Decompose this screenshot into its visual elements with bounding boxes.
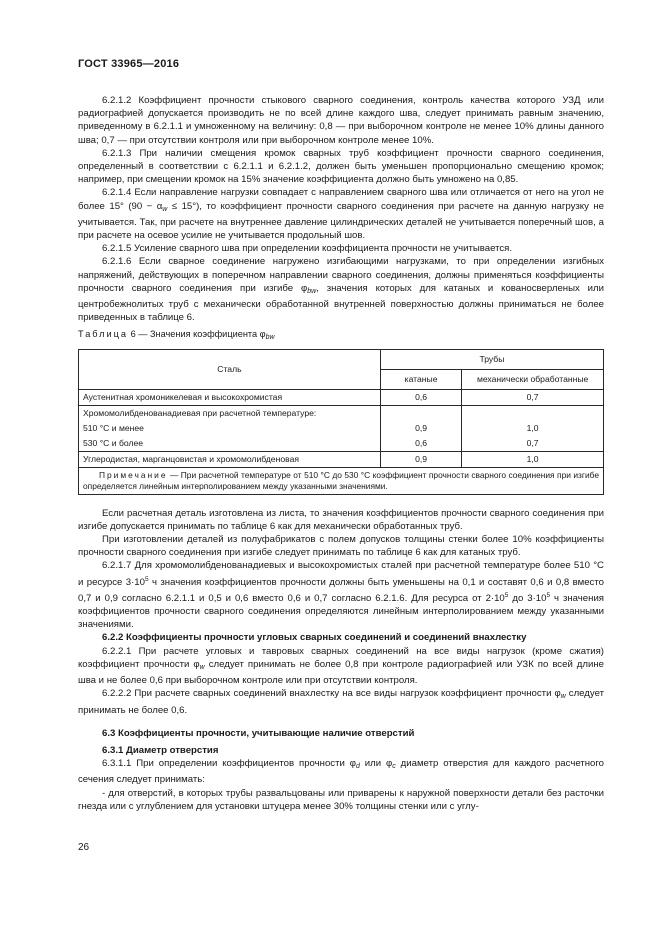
paragraph-sheet: Если расчетная деталь изготовлена из листа, то значения коэффициентов прочности сварного соединения при изгибе допускается принимать по таблице 6 как для механически обработанных труб. (78, 507, 604, 532)
heading-6-3-1: 6.3.1 Диаметр отверстия (102, 744, 219, 756)
table-note: Примечание — При расчетной температуре от 510 °С до 530 °С коэффициент прочности сварного соединения при изгибе определяется линейным интерполированием между указанными значениями. (79, 467, 604, 494)
paragraph-6-2-1-7: 6.2.1.7 Для хромомолибденованадиевых и высокохромистых сталей при расчетной температуре более 510 °С и ресурсе $3\cdot 10^5$ ч значения коэффициентов прочности должны быть уменьшены на 0,1 и составят 0,6 и 0,8 вместо 0,7 и 0,9 согласно 6.2.1.1 и 0,5 и 0,6 вместо 0,6 и 0,7 согласно 6.2.1.6. Для ресурса от $2\cdot 10^5$ до $3\cdot 10^5$ ч значения коэффициентов прочности сварного соединения определяются линейным интерполированием между указанными значениями. (78, 560, 604, 631)
page-content (78, 94, 604, 813)
paragraph-6-2-1-3: 6.2.1.3 При наличии смещения кромок сварных труб коэффициент прочности сварного соединения, определенный в соответствии с 6.2.1.1 и 6.2.1.2, должен быть уменьшен пропорционально смещению кромок; например, при смещении кромок на 15% значение коэффициента должно быть умножено на 0,85. (78, 147, 604, 186)
table-header-machined: механически обработанные (462, 369, 604, 389)
page-number: 26 (78, 842, 90, 853)
table-row: Аустенитная хромоникелевая и высокохромистая 0,6 0,7 (79, 389, 604, 405)
heading-6-2-2: 6.2.2 Коэффициенты прочности угловых сварных соединений и соединений внахлестку (102, 632, 527, 644)
paragraph-6-3-1-1: 6.3.1.1 При определении коэффициентов прочности $\varphi_d$ или $\varphi_c$ диаметр отверстия для каждого расчетного сечения следует принимать: (78, 758, 604, 786)
paragraph-6-2-1-4: 6.2.1.4 Если направление нагрузки совпадает с направлением сварного шва или отличается от него на угол не более 15° $(90 - \alpha_w \le 15^\circ)$, то коэффициент прочности сварного соединения при расчете на данную нагрузку не учитывается. Так, при расчете на внутреннее давление цилиндрических деталей не учитывается поперечный шов, а при расчете на осевое усилие не учитывается продольный шов. (78, 187, 604, 242)
paragraph-holes: - для отверстий, в которых трубы развальцованы или приварены к наружной поверхности детали без расточки гнезда или с углублением для установки штуцера менее 30% толщины стенки или с углу- (78, 787, 604, 812)
paragraph-6-2-1-6: 6.2.1.6 Если сварное соединение нагружено изгибающими нагрузками, то при определении изгибных напряжений, действующих в поперечном направлении сварного соединения, должны применяться коэффициенты прочности сварного соединения при изгибе $\varphi_{bw}$, значения которых для катаных и кованосверленых или центробежнолитых труб с механически обработанной внутренней поверхностью должны приниматься не более приведенных в таблице 6. (78, 256, 604, 324)
table-header-rolled: катаные (380, 369, 461, 389)
paragraph-tolerance: При изготовлении деталей из полуфабрикатов с полем допусков толщины стенки более 10% коэффициенты прочности сварного соединения при изгибе следует принимать по таблице 6 как для катаных труб. (78, 534, 604, 559)
paragraph-6-2-2-2: 6.2.2.2 При расчете сварных соединений внахлестку на все виды нагрузок коэффициент прочности $\varphi_w$ следует принимать не более 0,6. (78, 688, 604, 716)
paragraph-6-2-1-5: 6.2.1.5 Усиление сварного шва при определении коэффициента прочности не учитывается. (102, 243, 513, 255)
paragraph-6-2-1-2: 6.2.1.2 Коэффициент прочности стыкового сварного соединения, контроль качества которого УЗД или радиографией допускается производить не по всей длине каждого шва, следует принимать равным значению, приведенному в 6.2.1.1 и умноженному на величину: 0,8 — при выборочном контроле не менее 10% длины данного шва; 0,7 — при отсутствии контроля или при выборочном контроле менее 10%. (78, 95, 604, 146)
paragraph-6-2-2-1: 6.2.2.1 При расчете угловых и тавровых сварных соединений на все виды нагрузок (кроме сжатия) коэффициент прочности $\varphi_w$ следует принимать не более 0,8 при контроле радиографией или УЗК по всей длине шва и не более 0,6 при выборочном контроле или при отсутствии контроля. (78, 645, 604, 687)
table-row: 510 °С и менее 0,9 1,0 (79, 421, 604, 436)
table-row: Углеродистая, марганцовистая и хромомолибденовая 0,9 1,0 (79, 451, 604, 467)
table-header-pipes: Трубы (380, 349, 603, 369)
table-header-steel: Сталь (79, 349, 381, 389)
table-row: Хромомолибденованадиевая при расчетной температуре: (79, 405, 604, 421)
table-6 (78, 349, 604, 495)
table-row: 530 °С и более 0,6 0,7 (79, 436, 604, 452)
standard-header: ГОСТ 33965—2016 (78, 58, 180, 70)
table-6-caption: Таблица 6 — Значения коэффициента $\varphi_{bw}$ (78, 329, 275, 342)
heading-6-3: 6.3 Коэффициенты прочности, учитывающие наличие отверстий (102, 727, 415, 739)
